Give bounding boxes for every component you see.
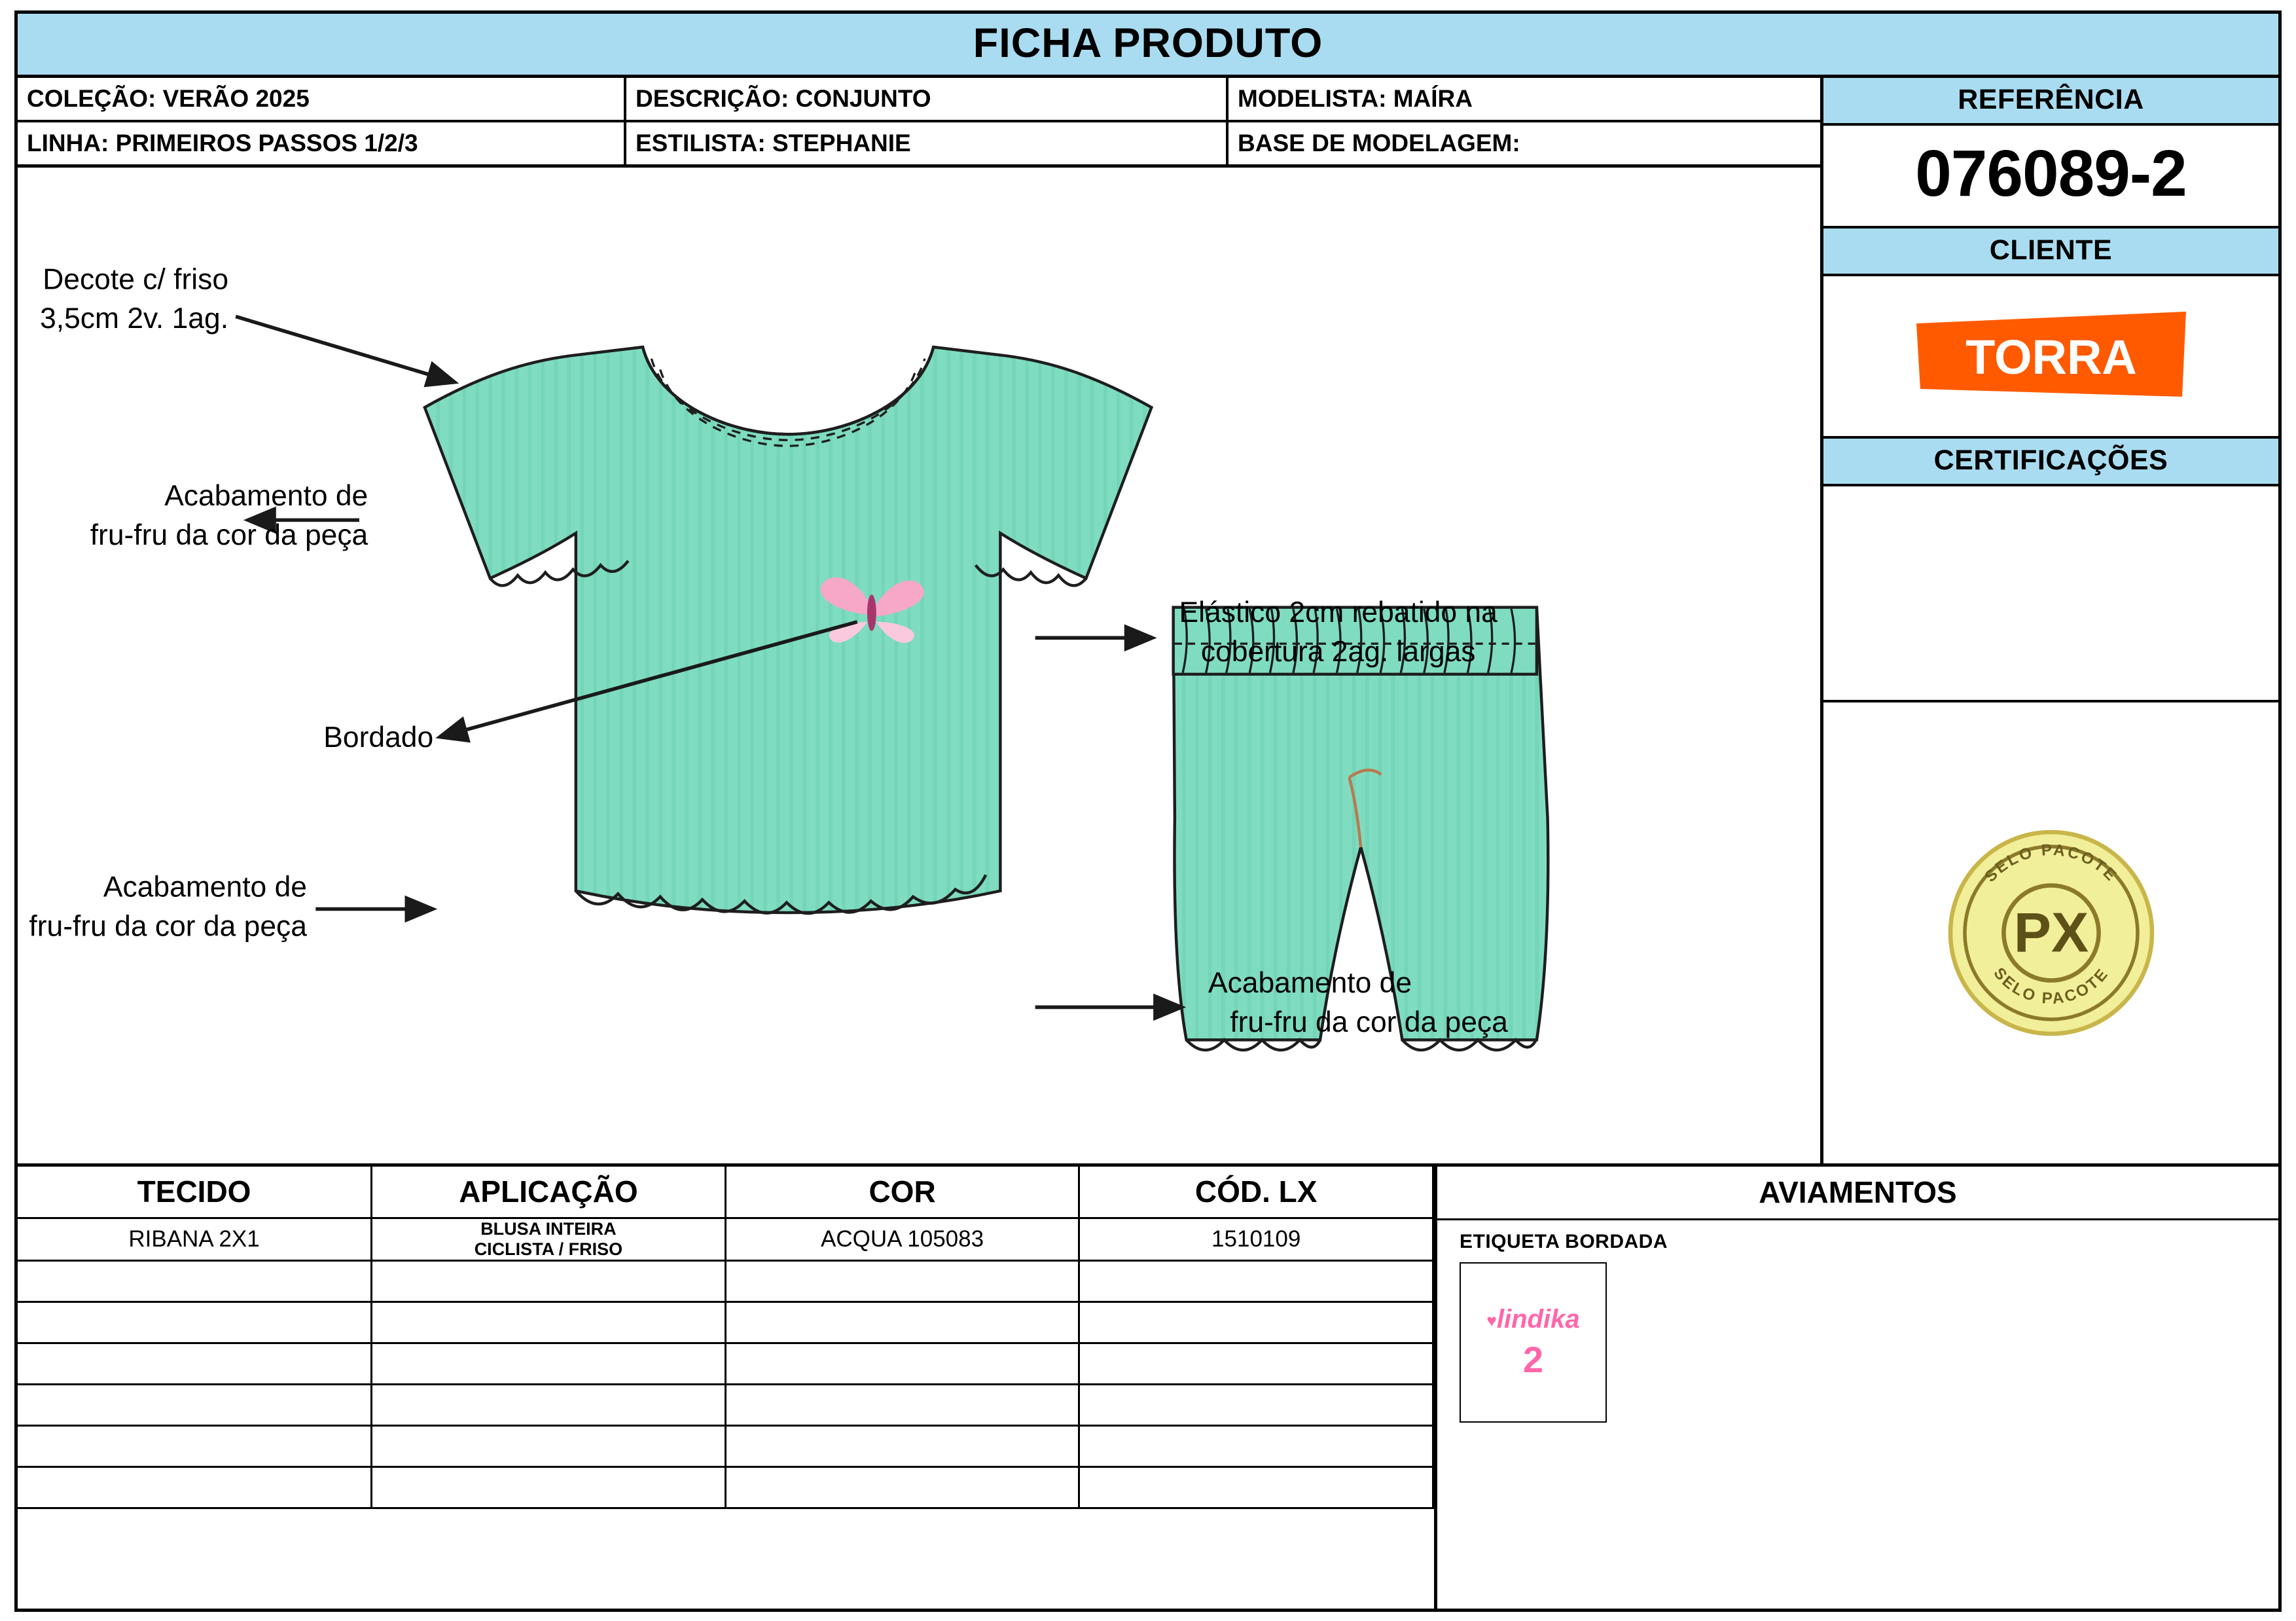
info-row xyxy=(18,120,1820,164)
cell-aplicacao-line1: BLUSA INTEIRA xyxy=(480,1218,617,1239)
cell-tecido: RIBANA 2X1 xyxy=(18,1218,372,1260)
cell-aplicacao xyxy=(372,1384,726,1425)
callout-embroidery-line1: Bordado xyxy=(323,721,434,754)
table-row xyxy=(18,1384,1433,1425)
technical-drawing-area xyxy=(18,168,1820,1163)
table-header-row xyxy=(18,1167,1433,1218)
cell-cor xyxy=(725,1260,1079,1302)
description-field: DESCRIÇÃO: CONJUNTO xyxy=(626,78,1229,120)
seal-top-text: SELO PACOTE xyxy=(1981,841,2121,886)
cell-aplicacao xyxy=(372,1343,726,1384)
cell-cor xyxy=(725,1302,1079,1343)
cell-codlx xyxy=(1079,1260,1433,1302)
tshirt-illustration xyxy=(425,347,1151,913)
callout-elastic-line2: cobertura 2ag. largas xyxy=(1200,635,1476,668)
tag-brand-name: lindika xyxy=(1496,1304,1580,1334)
cell-aplicacao xyxy=(372,1302,726,1343)
client-logo-box xyxy=(1823,276,2278,439)
cell-aplicacao xyxy=(372,1260,726,1302)
callout-sleeve-line1: Acabamento de xyxy=(164,480,368,513)
tag-number: 2 xyxy=(1522,1338,1544,1380)
torra-logo-text: TORRA xyxy=(1965,330,2137,384)
col-tecido: TECIDO xyxy=(18,1167,372,1218)
embroidered-label-preview xyxy=(1460,1262,1607,1423)
bottom-section xyxy=(18,1163,2278,1609)
table-row xyxy=(18,1343,1433,1384)
callout-elastic-line1: Elástico 2cm rebatido na xyxy=(1179,596,1498,628)
page-title: FICHA PRODUTO xyxy=(18,14,2278,78)
col-codlx: CÓD. LX xyxy=(1079,1167,1433,1218)
cell-codlx xyxy=(1079,1384,1433,1425)
cell-tecido xyxy=(18,1302,372,1343)
callout-sleeve-line2: fru-fru da cor da peça xyxy=(90,519,368,552)
cell-codlx xyxy=(1079,1425,1433,1466)
cell-tecido xyxy=(18,1343,372,1384)
sheet-body xyxy=(18,78,2278,1163)
reference-value: 076089-2 xyxy=(1823,126,2278,228)
fabric-table-wrap xyxy=(18,1167,1434,1609)
cell-aplicacao xyxy=(372,1425,726,1466)
table-row xyxy=(18,1302,1433,1343)
cell-tecido xyxy=(18,1384,372,1425)
callout-hem-finish xyxy=(29,871,307,943)
client-header: CLIENTE xyxy=(1823,228,2278,276)
cell-codlx xyxy=(1079,1302,1433,1343)
cell-codlx xyxy=(1079,1343,1433,1384)
table-row xyxy=(18,1218,1433,1260)
callout-short-line1: Acabamento de xyxy=(1208,967,1412,1000)
cell-tecido xyxy=(18,1260,372,1302)
seal-box xyxy=(1823,702,2278,1163)
info-table xyxy=(18,78,1820,168)
px-seal-icon xyxy=(1943,825,2159,1041)
callout-sleeve-finish xyxy=(90,480,368,551)
col-aplicacao: APLICAÇÃO xyxy=(372,1167,726,1218)
table-row xyxy=(18,1260,1433,1302)
certifications-header: CERTIFICAÇÕES xyxy=(1823,439,2278,486)
col-cor: COR xyxy=(725,1167,1079,1218)
callout-embroidery xyxy=(323,721,433,754)
aviamentos-body xyxy=(1437,1220,2278,1609)
cell-tecido xyxy=(18,1425,372,1466)
cell-codlx xyxy=(1079,1466,1433,1508)
callout-hem-line1: Acabamento de xyxy=(103,871,307,903)
garment-illustration xyxy=(18,168,1820,1163)
fabric-table xyxy=(18,1167,1434,1509)
aviamentos-panel xyxy=(1434,1167,2278,1609)
leader-neck xyxy=(236,316,454,382)
collection-field: COLEÇÃO: VERÃO 2025 xyxy=(18,78,626,120)
cell-cor xyxy=(725,1343,1079,1384)
cell-aplicacao xyxy=(372,1218,726,1260)
cell-cor: ACQUA 105083 xyxy=(725,1218,1079,1260)
modelista-field: MODELISTA: MAÍRA xyxy=(1238,85,1473,112)
callout-short-line2: fru-fru da cor da peça xyxy=(1230,1006,1508,1039)
callout-neck-line2: 3,5cm 2v. 1ag. xyxy=(40,302,229,335)
base-modelagem-field: BASE DE MODELAGEM: xyxy=(1238,130,1520,156)
aviamentos-item-label: ETIQUETA BORDADA xyxy=(1460,1231,1668,1252)
certifications-box xyxy=(1823,486,2278,702)
reference-header: REFERÊNCIA xyxy=(1823,78,2278,126)
estilista-field: ESTILISTA: STEPHANIE xyxy=(626,122,1229,164)
cell-cor xyxy=(725,1466,1079,1508)
cell-cor xyxy=(725,1384,1079,1425)
callout-neck-line1: Decote c/ friso xyxy=(43,263,229,296)
tag-brand-text xyxy=(1486,1305,1579,1334)
sheet-border xyxy=(14,10,2282,1612)
torra-logo xyxy=(1914,310,2189,402)
info-row xyxy=(18,78,1820,120)
right-column xyxy=(1820,78,2278,1163)
callout-neck xyxy=(40,263,228,335)
callout-hem-line2: fru-fru da cor da peça xyxy=(29,910,307,943)
line-field: LINHA: PRIMEIROS PASSOS 1/2/3 xyxy=(18,122,626,164)
cell-aplicacao xyxy=(372,1466,726,1508)
torra-logo-icon xyxy=(1914,310,2189,402)
table-row xyxy=(18,1466,1433,1508)
table-row xyxy=(18,1425,1433,1466)
cell-cor xyxy=(725,1425,1079,1466)
cell-aplicacao-line2: CICLISTA / FRISO xyxy=(474,1239,623,1259)
cell-codlx: 1510109 xyxy=(1079,1218,1433,1260)
cell-tecido xyxy=(18,1466,372,1508)
seal-center-text: PX xyxy=(2013,901,2089,964)
seal-bottom-text: SELO PACOTE xyxy=(1989,964,2113,1008)
left-column xyxy=(18,78,1820,1163)
aviamentos-title: AVIAMENTOS xyxy=(1437,1167,2278,1220)
heart-icon: ♥ xyxy=(1486,1310,1497,1330)
